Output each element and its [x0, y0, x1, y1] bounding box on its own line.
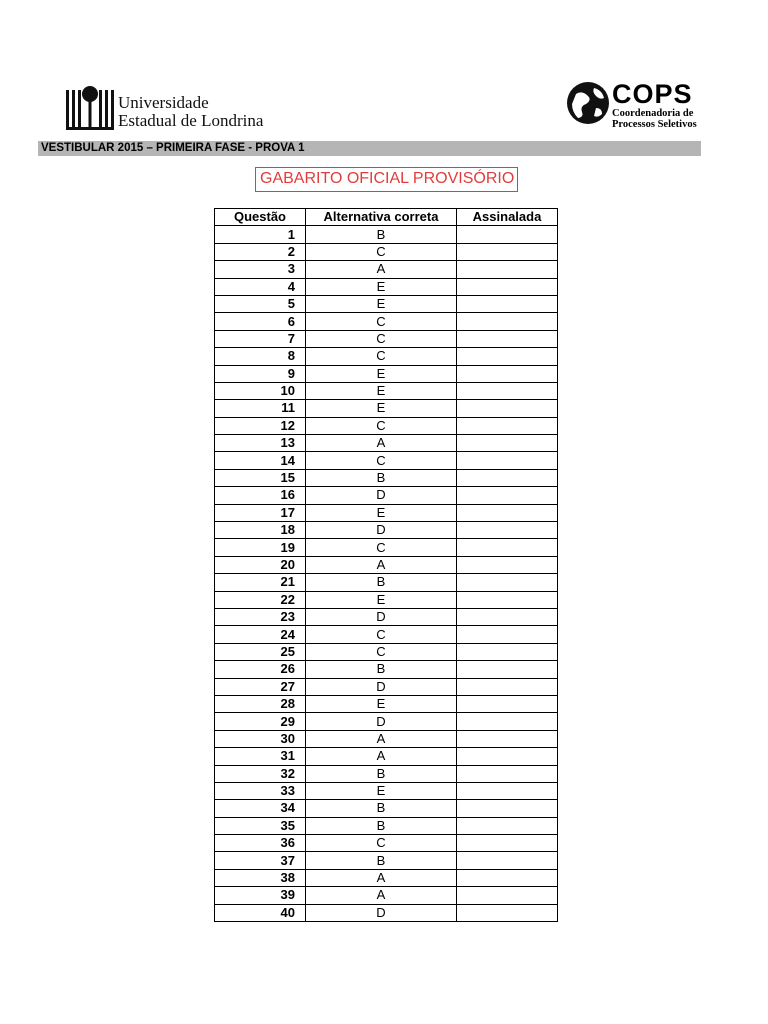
correct-alternative: E [306, 278, 457, 295]
marked-answer [457, 313, 558, 330]
correct-alternative: B [306, 765, 457, 782]
marked-answer [457, 869, 558, 886]
header-alternativa: Alternativa correta [306, 209, 457, 226]
table-row [215, 852, 558, 869]
cops-globe-icon [566, 80, 610, 126]
question-number: 34 [215, 800, 306, 817]
question-number: 18 [215, 522, 306, 539]
question-number: 11 [215, 400, 306, 417]
marked-answer [457, 435, 558, 452]
question-number: 27 [215, 678, 306, 695]
question-number: 29 [215, 713, 306, 730]
marked-answer [457, 226, 558, 243]
table-row [215, 713, 558, 730]
question-number: 13 [215, 435, 306, 452]
correct-alternative: D [306, 522, 457, 539]
table-row [215, 400, 558, 417]
marked-answer [457, 574, 558, 591]
question-number: 1 [215, 226, 306, 243]
table-row [215, 765, 558, 782]
question-number: 31 [215, 748, 306, 765]
question-number: 8 [215, 348, 306, 365]
marked-answer [457, 835, 558, 852]
correct-alternative: B [306, 817, 457, 834]
table-row [215, 661, 558, 678]
question-number: 22 [215, 591, 306, 608]
table-row [215, 417, 558, 434]
table-row [215, 904, 558, 921]
marked-answer [457, 800, 558, 817]
marked-answer [457, 852, 558, 869]
marked-answer [457, 330, 558, 347]
question-number: 21 [215, 574, 306, 591]
question-number: 7 [215, 330, 306, 347]
page-header [0, 0, 768, 140]
marked-answer [457, 365, 558, 382]
marked-answer [457, 713, 558, 730]
marked-answer [457, 539, 558, 556]
marked-answer [457, 904, 558, 921]
table-row [215, 278, 558, 295]
table-row [215, 817, 558, 834]
header-assinalada: Assinalada [457, 209, 558, 226]
document-title: GABARITO OFICIAL PROVISÓRIO [255, 167, 518, 192]
table-row [215, 261, 558, 278]
question-number: 10 [215, 382, 306, 399]
table-row [215, 504, 558, 521]
exam-banner: VESTIBULAR 2015 – PRIMEIRA FASE - PROVA 1 [38, 141, 701, 156]
correct-alternative: A [306, 887, 457, 904]
cops-brand [612, 80, 697, 130]
question-number: 2 [215, 243, 306, 260]
question-number: 39 [215, 887, 306, 904]
marked-answer [457, 417, 558, 434]
question-number: 26 [215, 661, 306, 678]
correct-alternative: C [306, 313, 457, 330]
correct-alternative: B [306, 852, 457, 869]
correct-alternative: E [306, 504, 457, 521]
uel-name [118, 94, 263, 130]
marked-answer [457, 643, 558, 660]
marked-answer [457, 765, 558, 782]
marked-answer [457, 382, 558, 399]
table-row [215, 469, 558, 486]
marked-answer [457, 678, 558, 695]
question-number: 36 [215, 835, 306, 852]
correct-alternative: E [306, 382, 457, 399]
question-number: 35 [215, 817, 306, 834]
table-header-row [215, 209, 558, 226]
correct-alternative: E [306, 695, 457, 712]
question-number: 14 [215, 452, 306, 469]
marked-answer [457, 469, 558, 486]
table-row [215, 887, 558, 904]
answer-rows [215, 226, 558, 922]
table-row [215, 382, 558, 399]
correct-alternative: C [306, 330, 457, 347]
question-number: 38 [215, 869, 306, 886]
uel-name-line1: Universidade [118, 93, 209, 112]
marked-answer [457, 661, 558, 678]
table-row [215, 226, 558, 243]
table-row [215, 608, 558, 625]
table-row [215, 330, 558, 347]
correct-alternative: D [306, 678, 457, 695]
question-number: 15 [215, 469, 306, 486]
correct-alternative: E [306, 400, 457, 417]
marked-answer [457, 243, 558, 260]
correct-alternative: E [306, 782, 457, 799]
answer-key-table [214, 208, 558, 922]
question-number: 4 [215, 278, 306, 295]
question-number: 28 [215, 695, 306, 712]
table-row [215, 730, 558, 747]
table-row [215, 643, 558, 660]
marked-answer [457, 522, 558, 539]
table-row [215, 452, 558, 469]
correct-alternative: C [306, 643, 457, 660]
question-number: 3 [215, 261, 306, 278]
table-row [215, 295, 558, 312]
correct-alternative: B [306, 469, 457, 486]
question-number: 20 [215, 556, 306, 573]
marked-answer [457, 730, 558, 747]
table-row [215, 591, 558, 608]
header-questao: Questão [215, 209, 306, 226]
correct-alternative: C [306, 835, 457, 852]
marked-answer [457, 748, 558, 765]
correct-alternative: D [306, 487, 457, 504]
correct-alternative: A [306, 869, 457, 886]
question-number: 33 [215, 782, 306, 799]
table-row [215, 348, 558, 365]
correct-alternative: B [306, 661, 457, 678]
question-number: 12 [215, 417, 306, 434]
marked-answer [457, 591, 558, 608]
table-row [215, 243, 558, 260]
marked-answer [457, 556, 558, 573]
marked-answer [457, 817, 558, 834]
question-number: 32 [215, 765, 306, 782]
marked-answer [457, 887, 558, 904]
correct-alternative: E [306, 295, 457, 312]
table-row [215, 835, 558, 852]
table-row [215, 365, 558, 382]
correct-alternative: C [306, 539, 457, 556]
question-number: 5 [215, 295, 306, 312]
marked-answer [457, 278, 558, 295]
question-number: 40 [215, 904, 306, 921]
cops-title: COPS [612, 79, 693, 109]
question-number: 16 [215, 487, 306, 504]
correct-alternative: E [306, 591, 457, 608]
correct-alternative: A [306, 261, 457, 278]
question-number: 25 [215, 643, 306, 660]
correct-alternative: A [306, 556, 457, 573]
question-number: 24 [215, 626, 306, 643]
correct-alternative: C [306, 348, 457, 365]
correct-alternative: B [306, 226, 457, 243]
uel-name-line2: Estadual de Londrina [118, 111, 264, 130]
marked-answer [457, 295, 558, 312]
marked-answer [457, 261, 558, 278]
question-number: 19 [215, 539, 306, 556]
marked-answer [457, 695, 558, 712]
table-row [215, 435, 558, 452]
question-number: 6 [215, 313, 306, 330]
correct-alternative: E [306, 365, 457, 382]
question-number: 30 [215, 730, 306, 747]
marked-answer [457, 400, 558, 417]
table-row [215, 313, 558, 330]
question-number: 23 [215, 608, 306, 625]
correct-alternative: C [306, 417, 457, 434]
cops-sub-line2: Processos Seletivos [612, 119, 697, 130]
correct-alternative: B [306, 574, 457, 591]
correct-alternative: B [306, 800, 457, 817]
table-row [215, 539, 558, 556]
table-row [215, 782, 558, 799]
table-row [215, 695, 558, 712]
question-number: 17 [215, 504, 306, 521]
table-row [215, 626, 558, 643]
marked-answer [457, 782, 558, 799]
correct-alternative: D [306, 713, 457, 730]
uel-logo-icon [66, 84, 114, 130]
marked-answer [457, 348, 558, 365]
table-row [215, 574, 558, 591]
table-row [215, 678, 558, 695]
correct-alternative: A [306, 748, 457, 765]
correct-alternative: C [306, 243, 457, 260]
table-row [215, 487, 558, 504]
table-row [215, 556, 558, 573]
correct-alternative: D [306, 608, 457, 625]
marked-answer [457, 504, 558, 521]
question-number: 37 [215, 852, 306, 869]
table-row [215, 748, 558, 765]
correct-alternative: C [306, 626, 457, 643]
cops-sub-line1: Coordenadoria de [612, 108, 694, 119]
table-row [215, 522, 558, 539]
table-row [215, 869, 558, 886]
correct-alternative: D [306, 904, 457, 921]
correct-alternative: A [306, 435, 457, 452]
correct-alternative: C [306, 452, 457, 469]
marked-answer [457, 487, 558, 504]
table-row [215, 800, 558, 817]
question-number: 9 [215, 365, 306, 382]
marked-answer [457, 452, 558, 469]
correct-alternative: A [306, 730, 457, 747]
marked-answer [457, 626, 558, 643]
marked-answer [457, 608, 558, 625]
